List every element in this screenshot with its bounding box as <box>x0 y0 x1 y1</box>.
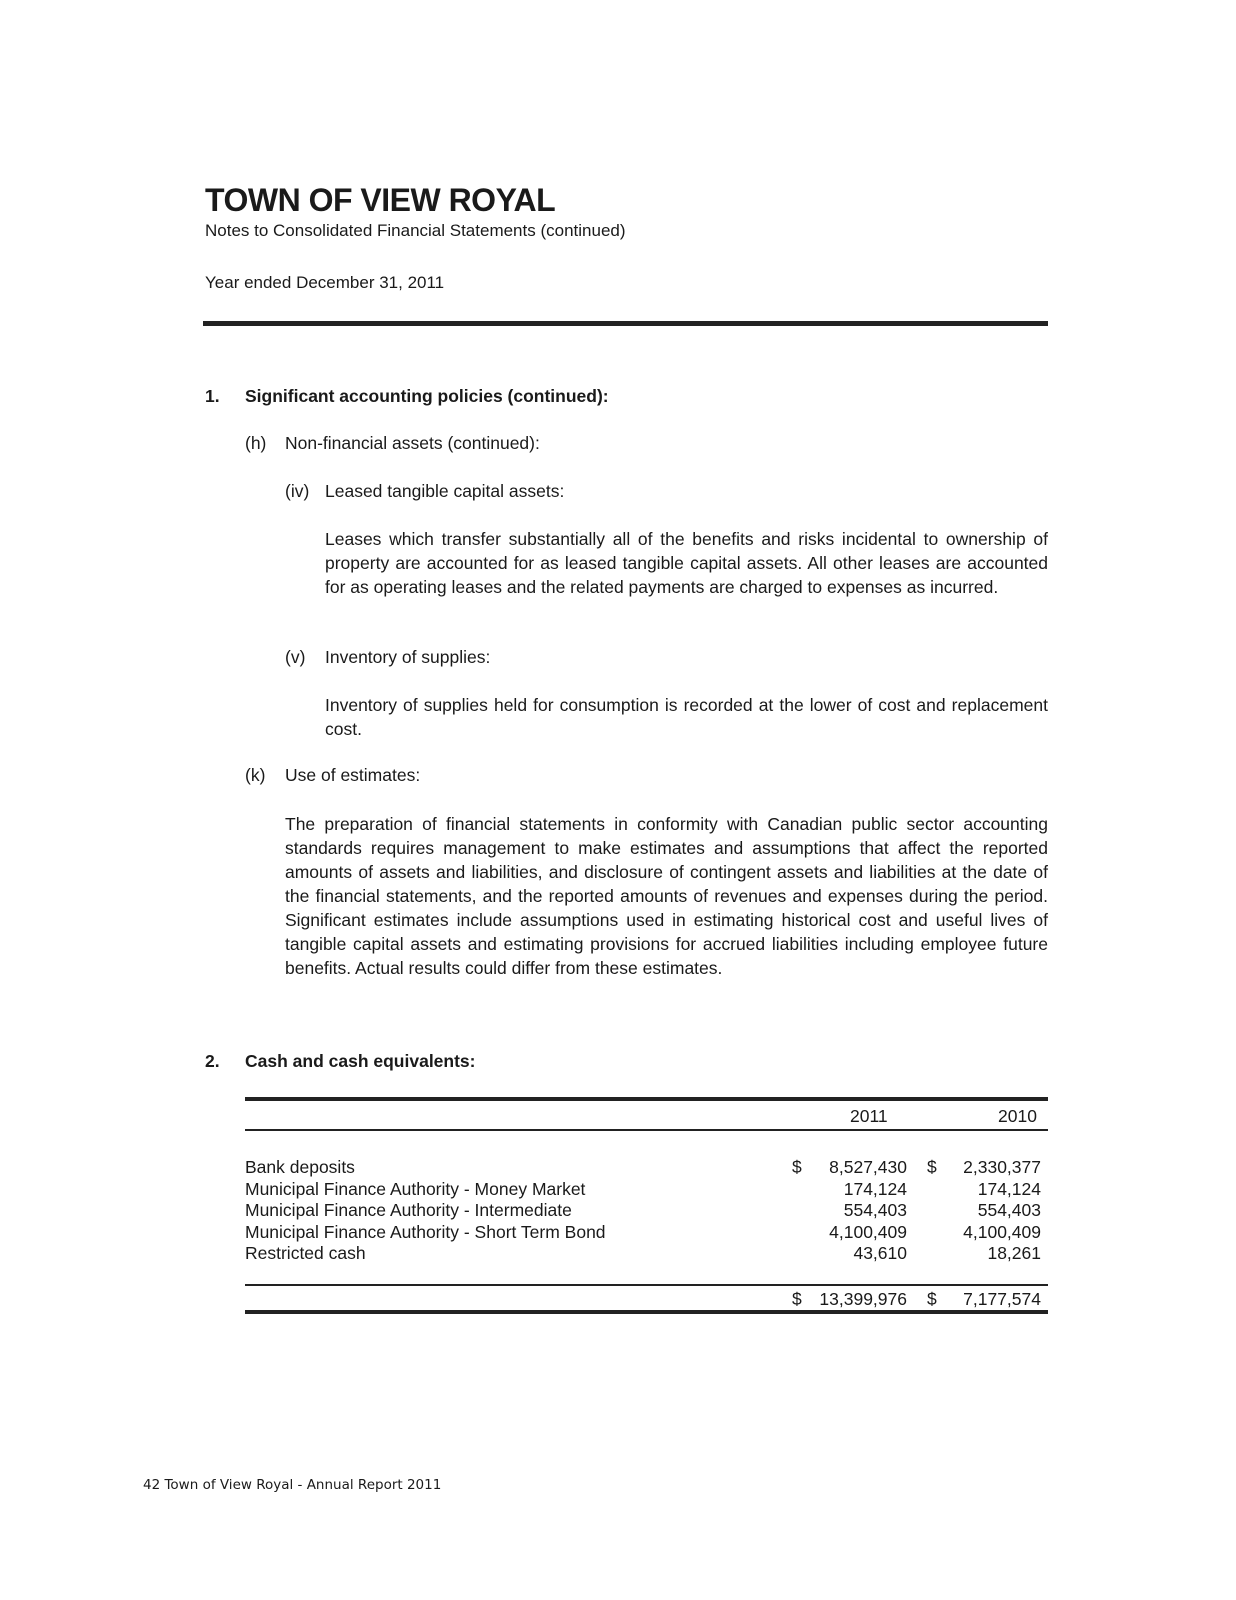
estimates-paragraph: The preparation of financial statements in conformity with Canadian public sector accounting standards requires management to make estimates and assumptions that affect the reported amounts of assets and liabilities, and disclosure of contingent assets and liabilities at the date of the financial statements, and the reported amounts of revenues and expenses during the period. Significant estimates include assumptions used in estimating historical cost and useful lives of tangible capital assets and estimating provisions for accrued liabilities including employee future benefits. Actual results could differ from these estimates. <box>285 814 1048 978</box>
amount-2011: 43,610 <box>853 1243 907 1263</box>
currency-symbol: $ <box>792 1157 802 1177</box>
amount-2010: 174,124 <box>977 1178 1041 1199</box>
row-label: Municipal Finance Authority - Short Term Bond <box>245 1221 606 1242</box>
amount-2010: 554,403 <box>977 1200 1041 1220</box>
amount-2011: 554,403 <box>843 1200 907 1220</box>
inventory-paragraph: Inventory of supplies held for consumption is recorded at the lower of cost and replacement cost. <box>325 695 1048 739</box>
table-header-row <box>245 1101 1048 1129</box>
currency-symbol: $ <box>927 1288 937 1309</box>
note-1-number: 1. <box>205 386 220 406</box>
note-2-title: Cash and cash equivalents: <box>245 1051 476 1071</box>
page-subtitle: Notes to Consolidated Financial Statements (continued) <box>205 221 626 240</box>
note-1h-iv-marker: (iv) <box>285 481 310 501</box>
row-label: Restricted cash <box>245 1243 366 1263</box>
row-label: Municipal Finance Authority - Intermediate <box>245 1200 572 1220</box>
amount-2010: 18,261 <box>987 1243 1041 1263</box>
note-1h-iv-title: Leased tangible capital assets: <box>325 481 565 501</box>
currency-symbol: $ <box>927 1157 937 1177</box>
page-title: TOWN OF VIEW ROYAL <box>205 182 556 218</box>
note-1h-marker: (h) <box>245 433 267 453</box>
amount-2011: 174,124 <box>843 1178 907 1199</box>
total-2011: 13,399,976 <box>819 1288 907 1309</box>
table-row <box>245 1222 1048 1244</box>
note-1h-v-marker: (v) <box>285 647 306 667</box>
amount-2011: 4,100,409 <box>829 1221 907 1242</box>
table-row <box>245 1200 1048 1222</box>
note-1k-title: Use of estimates: <box>285 765 421 785</box>
row-label: Municipal Finance Authority - Money Market <box>245 1178 586 1199</box>
table-row <box>245 1157 1048 1179</box>
note-2-number: 2. <box>205 1051 220 1071</box>
table-row <box>245 1243 1048 1265</box>
amount-2010: 4,100,409 <box>963 1221 1041 1242</box>
table-row <box>245 1179 1048 1201</box>
column-header-2011: 2011 <box>850 1106 888 1126</box>
note-1-title: Significant accounting policies (continued): <box>245 386 609 406</box>
row-label: Bank deposits <box>245 1157 355 1177</box>
amount-2011: 8,527,430 <box>829 1157 907 1177</box>
page-footer: 42 Town of View Royal - Annual Report 2011 <box>143 1477 442 1493</box>
table-total-row <box>245 1286 1048 1310</box>
reporting-period: Year ended December 31, 2011 <box>205 273 445 292</box>
note-1h-title: Non-financial assets (continued): <box>285 433 540 453</box>
cash-equivalents-table <box>245 1097 1048 1314</box>
total-2010: 7,177,574 <box>963 1288 1041 1309</box>
column-header-2010: 2010 <box>998 1106 1037 1126</box>
header-divider <box>203 321 1048 326</box>
note-1h-v-title: Inventory of supplies: <box>325 647 491 667</box>
note-1k-marker: (k) <box>245 765 266 785</box>
currency-symbol: $ <box>792 1288 802 1309</box>
leased-assets-paragraph: Leases which transfer substantially all of the benefits and risks incidental to ownership of property are accounted for as leased tangible capital assets. All other leases are accounted for as operating leases and the related payments are charged to expenses as incurred. <box>325 529 1048 597</box>
amount-2010: 2,330,377 <box>963 1157 1041 1177</box>
